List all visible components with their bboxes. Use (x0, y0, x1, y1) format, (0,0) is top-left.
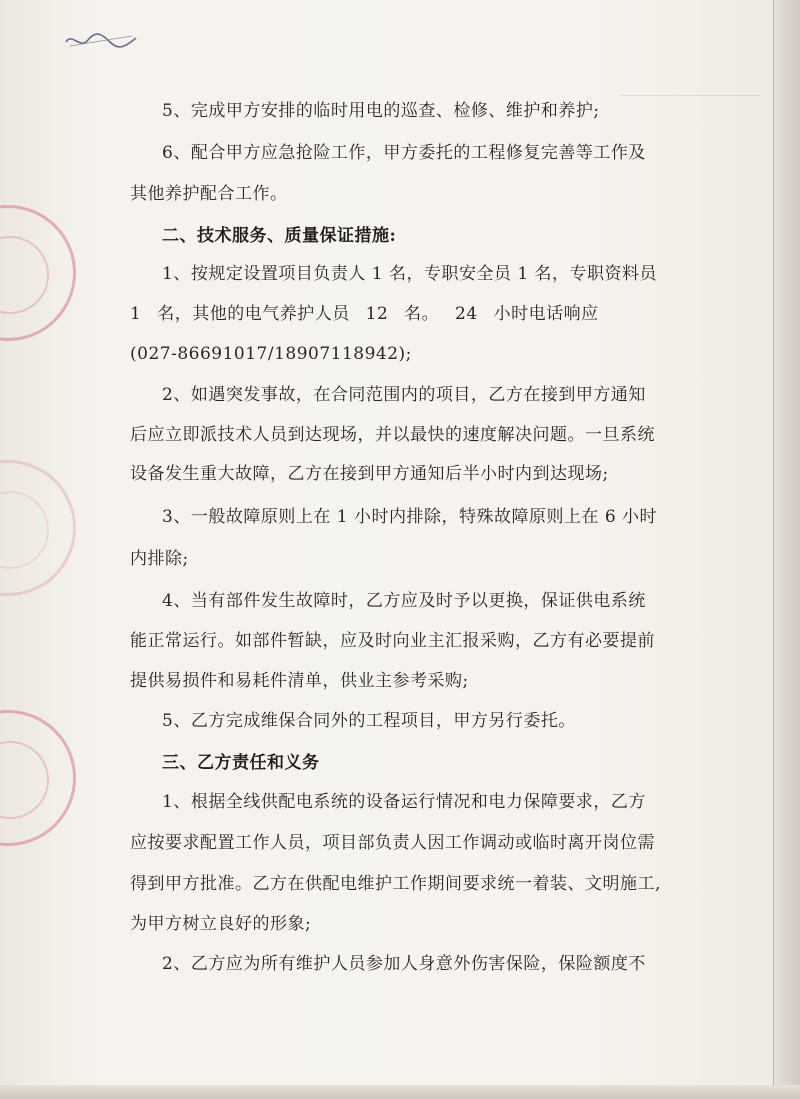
text-line: 设备发生重大故障，乙方在接到甲方通知后半小时内到达现场; (130, 464, 609, 484)
text-line: 3、一般故障原则上在 1 小时内排除，特殊故障原则上在 6 小时 (162, 507, 658, 527)
page-edge-shadow (773, 0, 800, 1099)
seal-stamp (0, 205, 76, 341)
text-line: 为甲方树立良好的形象; (130, 914, 312, 934)
text-line: 5、完成甲方安排的临时用电的巡查、检修、维护和养护; (162, 101, 600, 121)
bleed-through (620, 95, 760, 116)
section-heading: 三、乙方责任和义务 (162, 753, 320, 773)
section-heading: 二、技术服务、质量保证措施: (162, 226, 397, 246)
text-line: 提供易损件和易耗件清单，供业主参考采购; (130, 671, 469, 691)
seal-stamp (0, 460, 76, 596)
text-line: 4、当有部件发生故障时，乙方应及时予以更换，保证供电系统 (162, 591, 646, 611)
text-line: 2、如遇突发事故，在合同范围内的项目，乙方在接到甲方通知 (162, 385, 646, 405)
text-line: 后应立即派技术人员到达现场，并以最快的速度解决问题。一旦系统 (130, 425, 655, 445)
seal-stamp (0, 710, 76, 846)
text-line: 得到甲方批准。乙方在供配电维护工作期间要求统一着装、文明施工, (130, 874, 661, 894)
text-line: 5、乙方完成维保合同外的工程项目，甲方另行委托。 (162, 711, 576, 731)
handwritten-mark (62, 28, 140, 54)
text-line: 1 名，其他的电气养护人员 12 名。 24 小时电话响应 (130, 304, 599, 324)
text-line: 6、配合甲方应急抢险工作，甲方委托的工程修复完善等工作及 (162, 143, 646, 163)
text-line: 应按要求配置工作人员，项目部负责人因工作调动或临时离开岗位需 (130, 833, 655, 853)
text-line: (027-86691017/18907118942); (130, 344, 412, 364)
text-line: 2、乙方应为所有维护人员参加人身意外伤害保险，保险额度不 (162, 954, 646, 974)
text-line: 内排除; (130, 549, 189, 569)
text-line: 其他养护配合工作。 (130, 184, 288, 204)
text-line: 能正常运行。如部件暂缺，应及时向业主汇报采购，乙方有必要提前 (130, 631, 655, 651)
text-line: 1、根据全线供配电系统的设备运行情况和电力保障要求，乙方 (162, 792, 646, 812)
text-line: 1、按规定设置项目负责人 1 名，专职安全员 1 名，专职资料员 (162, 264, 658, 284)
page-bottom-shadow (0, 1085, 800, 1099)
